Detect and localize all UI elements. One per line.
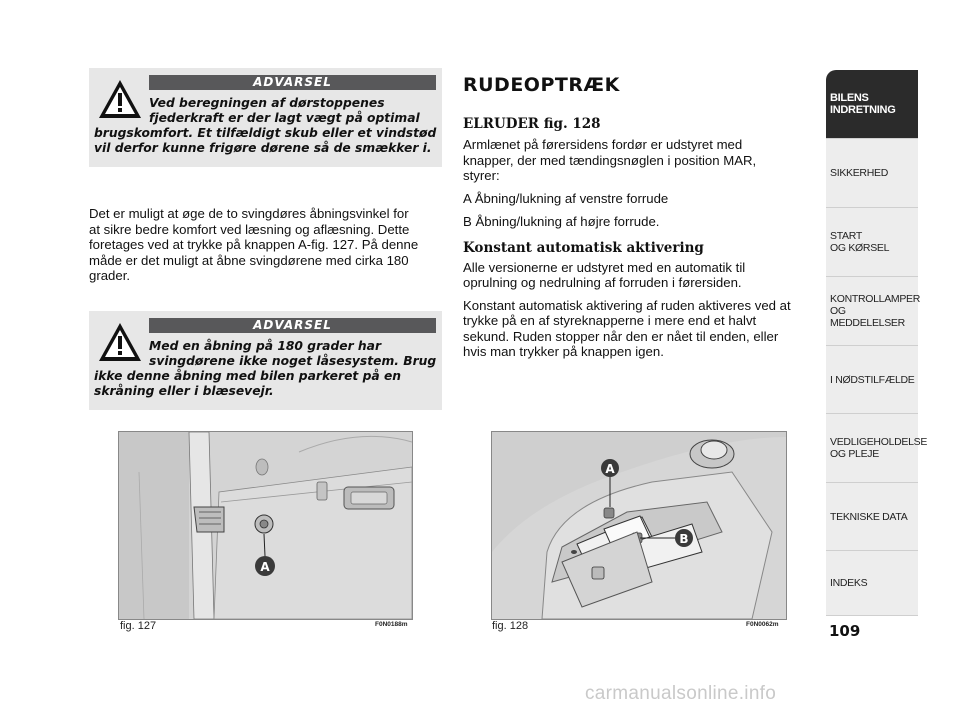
figure-caption: fig. 127 [120, 620, 157, 632]
warning-text-line: svingdørene ikke noget låsesystem. Brug [149, 354, 437, 368]
tab-tekniske-data[interactable]: TEKNISKE DATA [826, 482, 918, 550]
text-line: sekund. Ruden stopper når den er nået til enden, eller [463, 328, 779, 344]
tab-bilens-indretning[interactable]: BILENS INDRETNING [826, 70, 918, 138]
figure-code: F0N0062m [746, 621, 779, 628]
warning-text-line: Med en åbning på 180 grader har [149, 339, 382, 353]
marker-a: A [605, 462, 615, 476]
tab-indeks[interactable]: INDEKS [826, 550, 918, 616]
warning-text-line: vil derfor kunne frigøre dørene så de smækker i. [94, 141, 432, 155]
marker-a: A [260, 560, 270, 574]
text-line: styrer: [463, 168, 500, 183]
door-angle-paragraph [89, 206, 449, 284]
warning-text-line: Ved beregningen af dørstoppenes [149, 96, 385, 110]
warning-box-1 [89, 68, 442, 167]
warning-label: ADVARSEL [149, 75, 436, 90]
text-line: oprulning og nedrulning af forruden i førersiden. [463, 275, 742, 290]
warning-text-line: brugskomfort. Et tilfældigt skub eller et vindstød [94, 126, 437, 140]
tab-start-og-korsel[interactable]: START OG KØRSEL [826, 207, 918, 276]
section-title: RUDEOPTRÆK [463, 74, 620, 96]
window-switch-illustration [492, 432, 786, 619]
list-item: B Åbning/lukning af højre forrude. [463, 214, 660, 229]
warning-text-line: skråning eller i blæsevejr. [94, 384, 274, 398]
tab-nodstilfaelde[interactable]: I NØDSTILFÆLDE [826, 345, 918, 413]
figure-127 [118, 431, 413, 620]
tab-vedligeholdelse[interactable]: VEDLIGEHOLDELSE OG PLEJE [826, 413, 918, 482]
text-line: trykke på en af styreknapperne i mere end et halvt [463, 313, 757, 328]
text-line: Det er muligt at øge de to svingdøres åbningsvinkel for [89, 206, 409, 221]
warning-triangle-icon [97, 321, 143, 363]
figure-caption: fig. 128 [492, 620, 529, 632]
tab-sikkerhed[interactable]: SIKKERHED [826, 138, 918, 207]
window-section [463, 74, 818, 360]
watermark: carmanualsonline.info [585, 683, 777, 704]
text-line: foretages ved at trykke på knappen A-fig. 127. På denne [89, 237, 419, 252]
text-line: Armlænet på førersidens fordør er udstyret med [463, 137, 743, 152]
door-illustration [119, 432, 412, 619]
text-line: knapper, der med tændingsnøglen i position MAR, [463, 152, 757, 168]
text-line: at sikre bedre komfort ved læsning og aflæsning. Dette [89, 221, 410, 237]
figure-code: F0N0188m [375, 621, 408, 628]
subheading-auto-activation: Konstant automatisk aktivering [463, 239, 704, 256]
text-line: hvis man trykker på knappen igen. [463, 344, 664, 359]
text-line: måde er det muligt at åbne svingdørene med cirka 180 [89, 252, 409, 268]
warning-text-line: fjederkraft er der lagt vægt på optimal [149, 111, 420, 125]
figure-128 [491, 431, 787, 620]
warning-text-line: ikke denne åbning med bilen parkeret på en [94, 369, 402, 383]
tab-kontrollamper[interactable]: KONTROLLAMPER OG MEDDELELSER [826, 276, 918, 345]
text-line: Konstant automatisk aktivering af ruden aktiveres ved at [463, 297, 791, 313]
subheading-electric-windows: ELRUDER fig. 128 [463, 116, 601, 132]
text-line: Alle versionerne er udstyret med en automatik til [463, 259, 746, 275]
warning-box-2 [89, 311, 442, 410]
warning-triangle-icon [97, 78, 143, 120]
warning-label: ADVARSEL [149, 318, 436, 333]
list-item: A Åbning/lukning af venstre forrude [463, 190, 669, 206]
page-number: 109 [829, 622, 861, 640]
text-line: grader. [89, 268, 131, 283]
marker-b: B [679, 532, 689, 546]
